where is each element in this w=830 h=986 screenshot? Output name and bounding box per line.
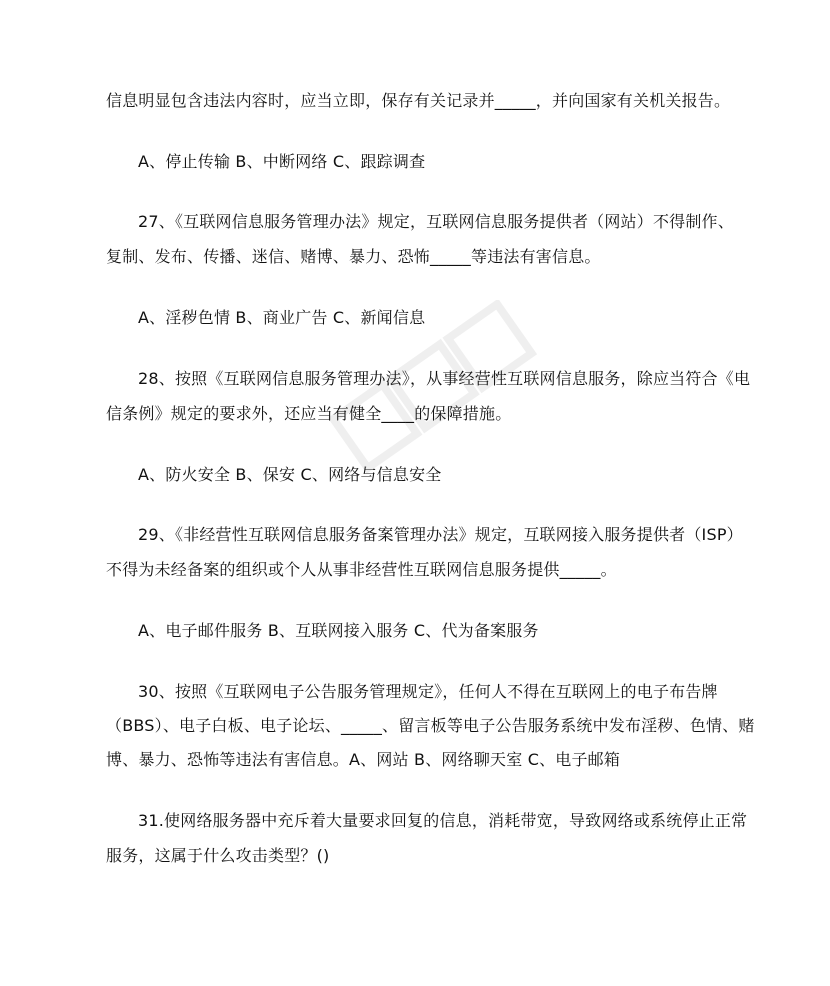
question-31-line-2: 服务，这属于什么攻击类型？() — [106, 846, 330, 865]
question-30-line-2: （BBS）、电子白板、电子论坛、_____、留言板等电子公告服务系统中发布淫秽、色情、赌 — [106, 716, 755, 735]
question-29-line-1: 29、《非经营性互联网信息服务备案管理办法》规定，互联网接入服务提供者（ISP） — [138, 525, 743, 544]
question-28-options: A、防火安全 B、保安 C、网络与信息安全 — [138, 465, 442, 484]
question-26-continuation-line: 信息明显包含违法内容时，应当立即，保存有关记录并_____，并向国家有关机关报告。 — [106, 91, 731, 110]
question-27-line-2: 复制、发布、传播、迷信、赌博、暴力、恐怖_____等违法有害信息。 — [106, 247, 601, 266]
question-28-line-1: 28、按照《互联网信息服务管理办法》，从事经营性互联网信息服务，除应当符合《电 — [138, 369, 751, 388]
question-30-line-1: 30、按照《互联网电子公告服务管理规定》，任何人不得在互联网上的电子布告牌 — [138, 682, 718, 701]
question-29-options: A、电子邮件服务 B、互联网接入服务 C、代为备案服务 — [138, 621, 539, 640]
question-27-options: A、淫秽色情 B、商业广告 C、新闻信息 — [138, 308, 426, 327]
question-28-line-2: 信条例》规定的要求外，还应当有健全____的保障措施。 — [106, 404, 512, 423]
question-29-line-2: 不得为未经备案的组织或个人从事非经营性互联网信息服务提供_____。 — [106, 560, 617, 579]
question-27-line-1: 27、《互联网信息服务管理办法》规定，互联网信息服务提供者（网站）不得制作、 — [138, 212, 734, 231]
question-30-line-3: 博、暴力、恐怖等违法有害信息。A、网站 B、网络聊天室 C、电子邮箱 — [106, 750, 621, 769]
question-26-options: A、停止传输 B、中断网络 C、跟踪调查 — [138, 152, 426, 171]
question-31-line-1: 31.使网络服务器中充斥着大量要求回复的信息，消耗带宽，导致网络或系统停止正常 — [138, 811, 748, 830]
